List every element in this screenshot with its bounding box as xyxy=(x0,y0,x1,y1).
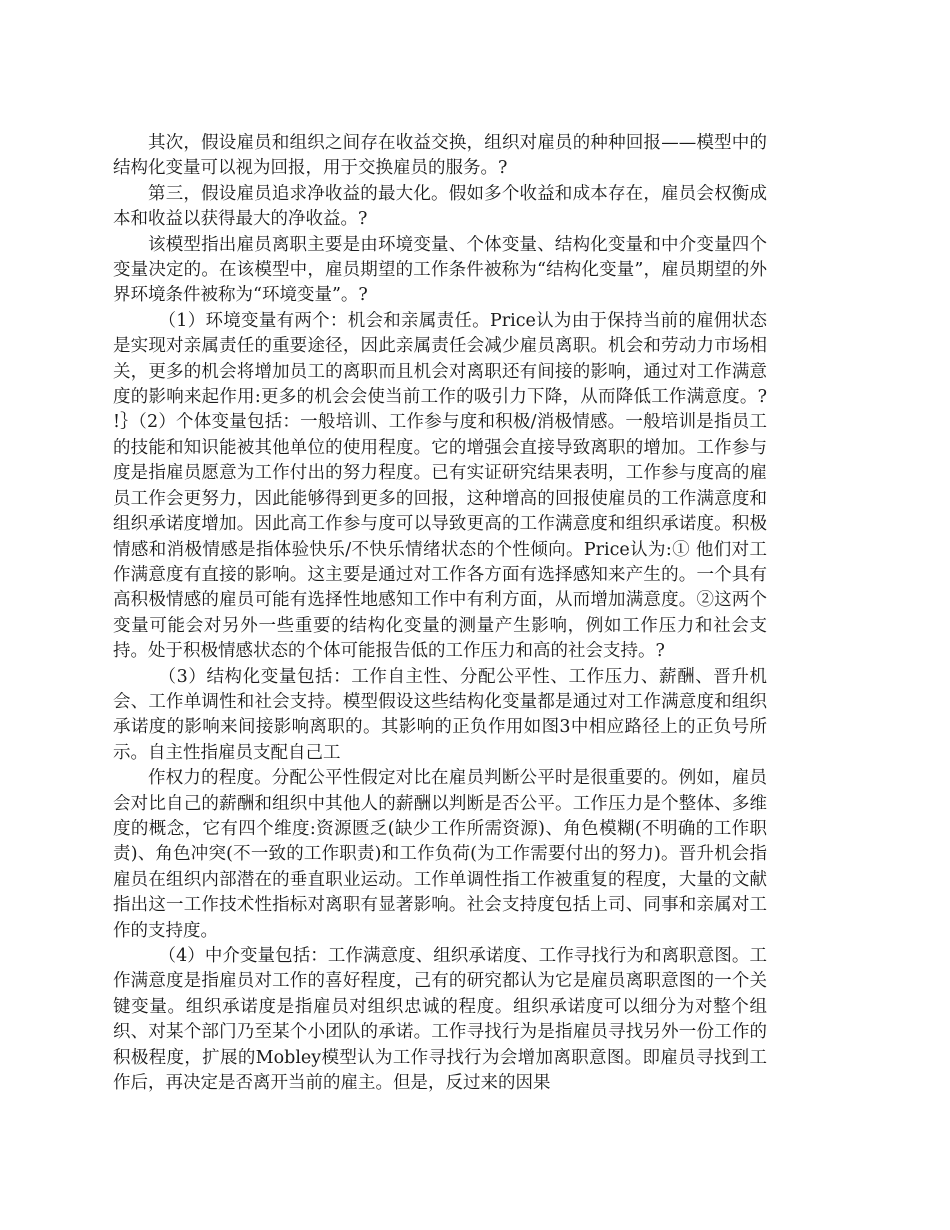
paragraph-structural-variables: （3）结构化变量包括：工作自主性、分配公平性、工作压力、薪酬、晋升机会、工作单调性和社会支持。模型假设这些结构化变量都是通过对工作满意度和组织承诺度的影响来间接影响离职的。其影响的正负作用如图3中相应路径上的正负号所示。自主性指雇员支配自己工 xyxy=(113,666,767,763)
paragraph-mediating-variables: （4）中介变量包括：工作满意度、组织承诺度、工作寻找行为和离职意图。工作满意度是指雇员对工作的喜好程度，己有的研究都认为它是雇员离职意图的一个关键变量。组织承诺度是指雇员对组织忠诚的程度。组织承诺度可以细分为对整个组织、对某个部门乃至某个小团队的承诺。工作寻找行为是指雇员寻找另外一份工作的积极程度，扩展的Mobley模型认为工作寻找行为会增加离职意图。即雇员寻找到工作后，再决定是否离开当前的雇主。但是，反过来的因果 xyxy=(113,946,767,1094)
paragraph-environment-and-individual-variables: （1）环境变量有两个：机会和亲属责任。Price认为由于保持当前的雇佣状态是实现对亲属责任的重要途径，因此亲属责任会减少雇员离职。机会和劳动力市场相关，更多的机会将增加员工的离职而且机会对离职还有间接的影响，通过对工作满意度的影响来起作用:更多的机会会使当前工作的吸引力下降，从而降低工作满意度。? !｝（2）个体变量包括：一般培训、工作参与度和积极/消极情感。一般培训是指员工的技能和知识能被其他单位的使用程度。它的增强会直接导致离职的增加。工作参与度是指雇员愿意为工作付出的努力程度。已有实证研究结果表明，工作参与度高的雇员工作会更努力，因此能够得到更多的回报，这种增高的回报使雇员的工作满意度和组织承诺度增加。因此高工作参与度可以导致更高的工作满意度和组织承诺度。积极情感和消极情感是指体验快乐/不快乐情绪状态的个性倾向。Price认为:① 他们对工作满意度有直接的影响。这主要是通过对工作各方面有选择感知来产生的。一个具有高积极情感的雇员可能有选择性地感知工作中有利方面，从而增加满意度。②这两个变量可能会对另外一些重要的结构化变量的测量产生影响，例如工作压力和社会支持。处于积极情感状态的个体可能报告低的工作压力和高的社会支持。? xyxy=(113,310,767,662)
document-body xyxy=(113,131,767,1096)
paragraph-structural-variables-continued: 作权力的程度。分配公平性假定对比在雇员判断公平时是很重要的。例如，雇员会对比自己的薪酬和组织中其他人的薪酬以判断是否公平。工作压力是个整体、多维度的概念，它有四个维度:资源匮乏(缺少工作所需资源)、角色模糊(不明确的工作职责)、角色冲突(不一致的工作职责)和工作负荷(为工作需要付出的努力)。晋升机会指雇员在组织内部潜在的垂直职业运动。工作单调性指工作被重复的程度，大量的文献指出这一工作技术性指标对离职有显著影响。社会支持度包括上司、同事和亲属对工作的支持度。 xyxy=(113,768,767,941)
paragraph-assumption-exchange: 其次，假设雇员和组织之间存在收益交换，组织对雇员的种种回报——模型中的结构化变量可以视为回报，用于交换雇员的服务。? xyxy=(113,133,767,179)
paragraph-model-overview: 该模型指出雇员离职主要是由环境变量、个体变量、结构化变量和中介变量四个变量决定的。在该模型中，雇员期望的工作条件被称为“结构化变量”，雇员期望的外界环境条件被称为“环境变量”。? xyxy=(113,234,767,306)
paragraph-assumption-maximize: 第三，假设雇员追求净收益的最大化。假如多个收益和成本存在，雇员会权衡成本和收益以获得最大的净收益。? xyxy=(113,183,767,230)
